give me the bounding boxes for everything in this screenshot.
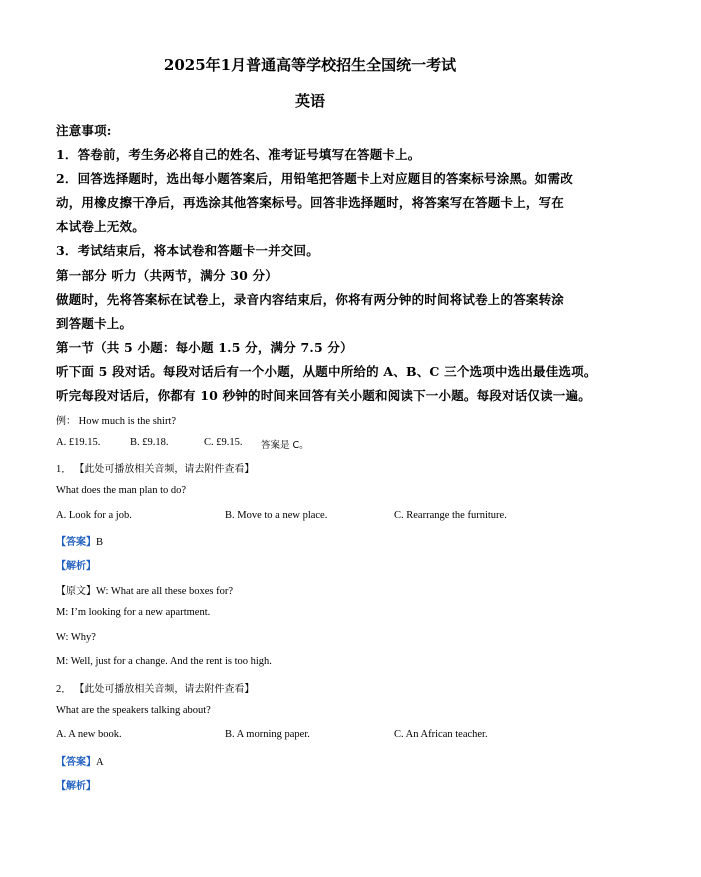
question-1-header [56, 460, 254, 476]
question-1-transcript-line-3: W: Why? [56, 632, 96, 643]
subject-title: 英语 [294, 92, 325, 110]
section1-heading: 第一节（共 5 小题：每小题 1.5 分，满分 7.5 分） [56, 340, 353, 355]
example-option-c: C. £9.15. [204, 437, 243, 448]
question-1-analysis-tag: 【解析】 [56, 561, 96, 572]
part1-heading: 第一部分 听力（共两节，满分 30 分） [56, 268, 278, 283]
example-option-b: B. £9.18. [130, 437, 169, 448]
question-2-text: What are the speakers talking about? [56, 705, 211, 716]
question-1-transcript-line-4: M: Well, just for a change. And the rent is too high. [56, 656, 272, 667]
question-2-answer-line [56, 753, 104, 768]
question-2-number: 2． [56, 684, 72, 695]
question-1-analysis-line [56, 557, 96, 572]
notice-item-3: 3．考试结束后，将本试卷和答题卡一并交回。 [56, 243, 319, 258]
notice-item-1: 1．答卷前，考生务必将自己的姓名、准考证号填写在答题卡上。 [56, 147, 421, 162]
question-2-analysis-line [56, 777, 96, 792]
question-1-answer: B [96, 537, 104, 548]
question-1-answer-line [56, 533, 103, 548]
question-2-option-a: A. A new book. [56, 729, 122, 740]
question-1-transcript-line-1 [56, 582, 233, 597]
question-2-audio-note[interactable]: 【此处可播放相关音频，请去附件查看】 [74, 684, 255, 695]
transcript-line: W: What are all these boxes for? [96, 586, 234, 597]
section1-intro-line-2: 听完每段对话后，你都有 10 秒钟的时间来回答有关小题和阅读下一小题。每段对话仅读一遍。 [56, 388, 591, 403]
question-2-analysis-tag: 【解析】 [56, 781, 96, 792]
question-1-transcript-tag: 【原文】 [56, 586, 96, 597]
notice-item-2-line-1: 2．回答选择题时，选出每小题答案后，用铅笔把答题卡上对应题目的答案标号涂黑。如需改 [56, 171, 573, 186]
question-1-option-c: C. Rearrange the furniture. [394, 510, 507, 521]
example-prefix: 例： [56, 416, 76, 427]
question-2-option-b: B. A morning paper. [225, 729, 310, 740]
page-title: 2025年1月普通高等学校招生全国统一考试 [163, 56, 457, 74]
example-question-line [56, 412, 176, 427]
question-2-option-c: C. An African teacher. [394, 729, 488, 740]
question-2-answer-tag: 【答案】 [56, 757, 96, 768]
question-1-answer-tag: 【答案】 [56, 537, 96, 548]
notice-item-2-line-3: 本试卷上无效。 [56, 219, 145, 234]
question-1-number: 1． [56, 464, 72, 475]
example-answer: 答案是 C。 [261, 440, 309, 451]
question-2-header [56, 680, 254, 696]
part1-intro-line-1: 做题时，先将答案标在试卷上，录音内容结束后，你将有两分钟的时间将试卷上的答案转涂 [56, 292, 565, 307]
example-option-a: A. £19.15. [56, 437, 101, 448]
question-1-text: What does the man plan to do? [56, 485, 187, 496]
example-question: How much is the shirt? [78, 416, 177, 427]
question-1-transcript-line-2: M: I’m looking for a new apartment. [56, 607, 211, 618]
notice-item-2-line-2: 动，用橡皮擦干净后，再选涂其他答案标号。回答非选择题时，将答案写在答题卡上，写在 [56, 195, 565, 210]
question-1-option-a: A. Look for a job. [56, 510, 132, 521]
question-2-answer: A [96, 757, 104, 768]
part1-intro-line-2: 到答题卡上。 [56, 316, 133, 331]
section1-intro-line-1: 听下面 5 段对话。每段对话后有一个小题，从题中所给的 A、B、C 三个选项中选出最佳选项。 [56, 364, 597, 379]
question-1-option-b: B. Move to a new place. [225, 510, 328, 521]
question-1-audio-note[interactable]: 【此处可播放相关音频，请去附件查看】 [74, 464, 255, 475]
notice-heading: 注意事项: [56, 123, 112, 138]
